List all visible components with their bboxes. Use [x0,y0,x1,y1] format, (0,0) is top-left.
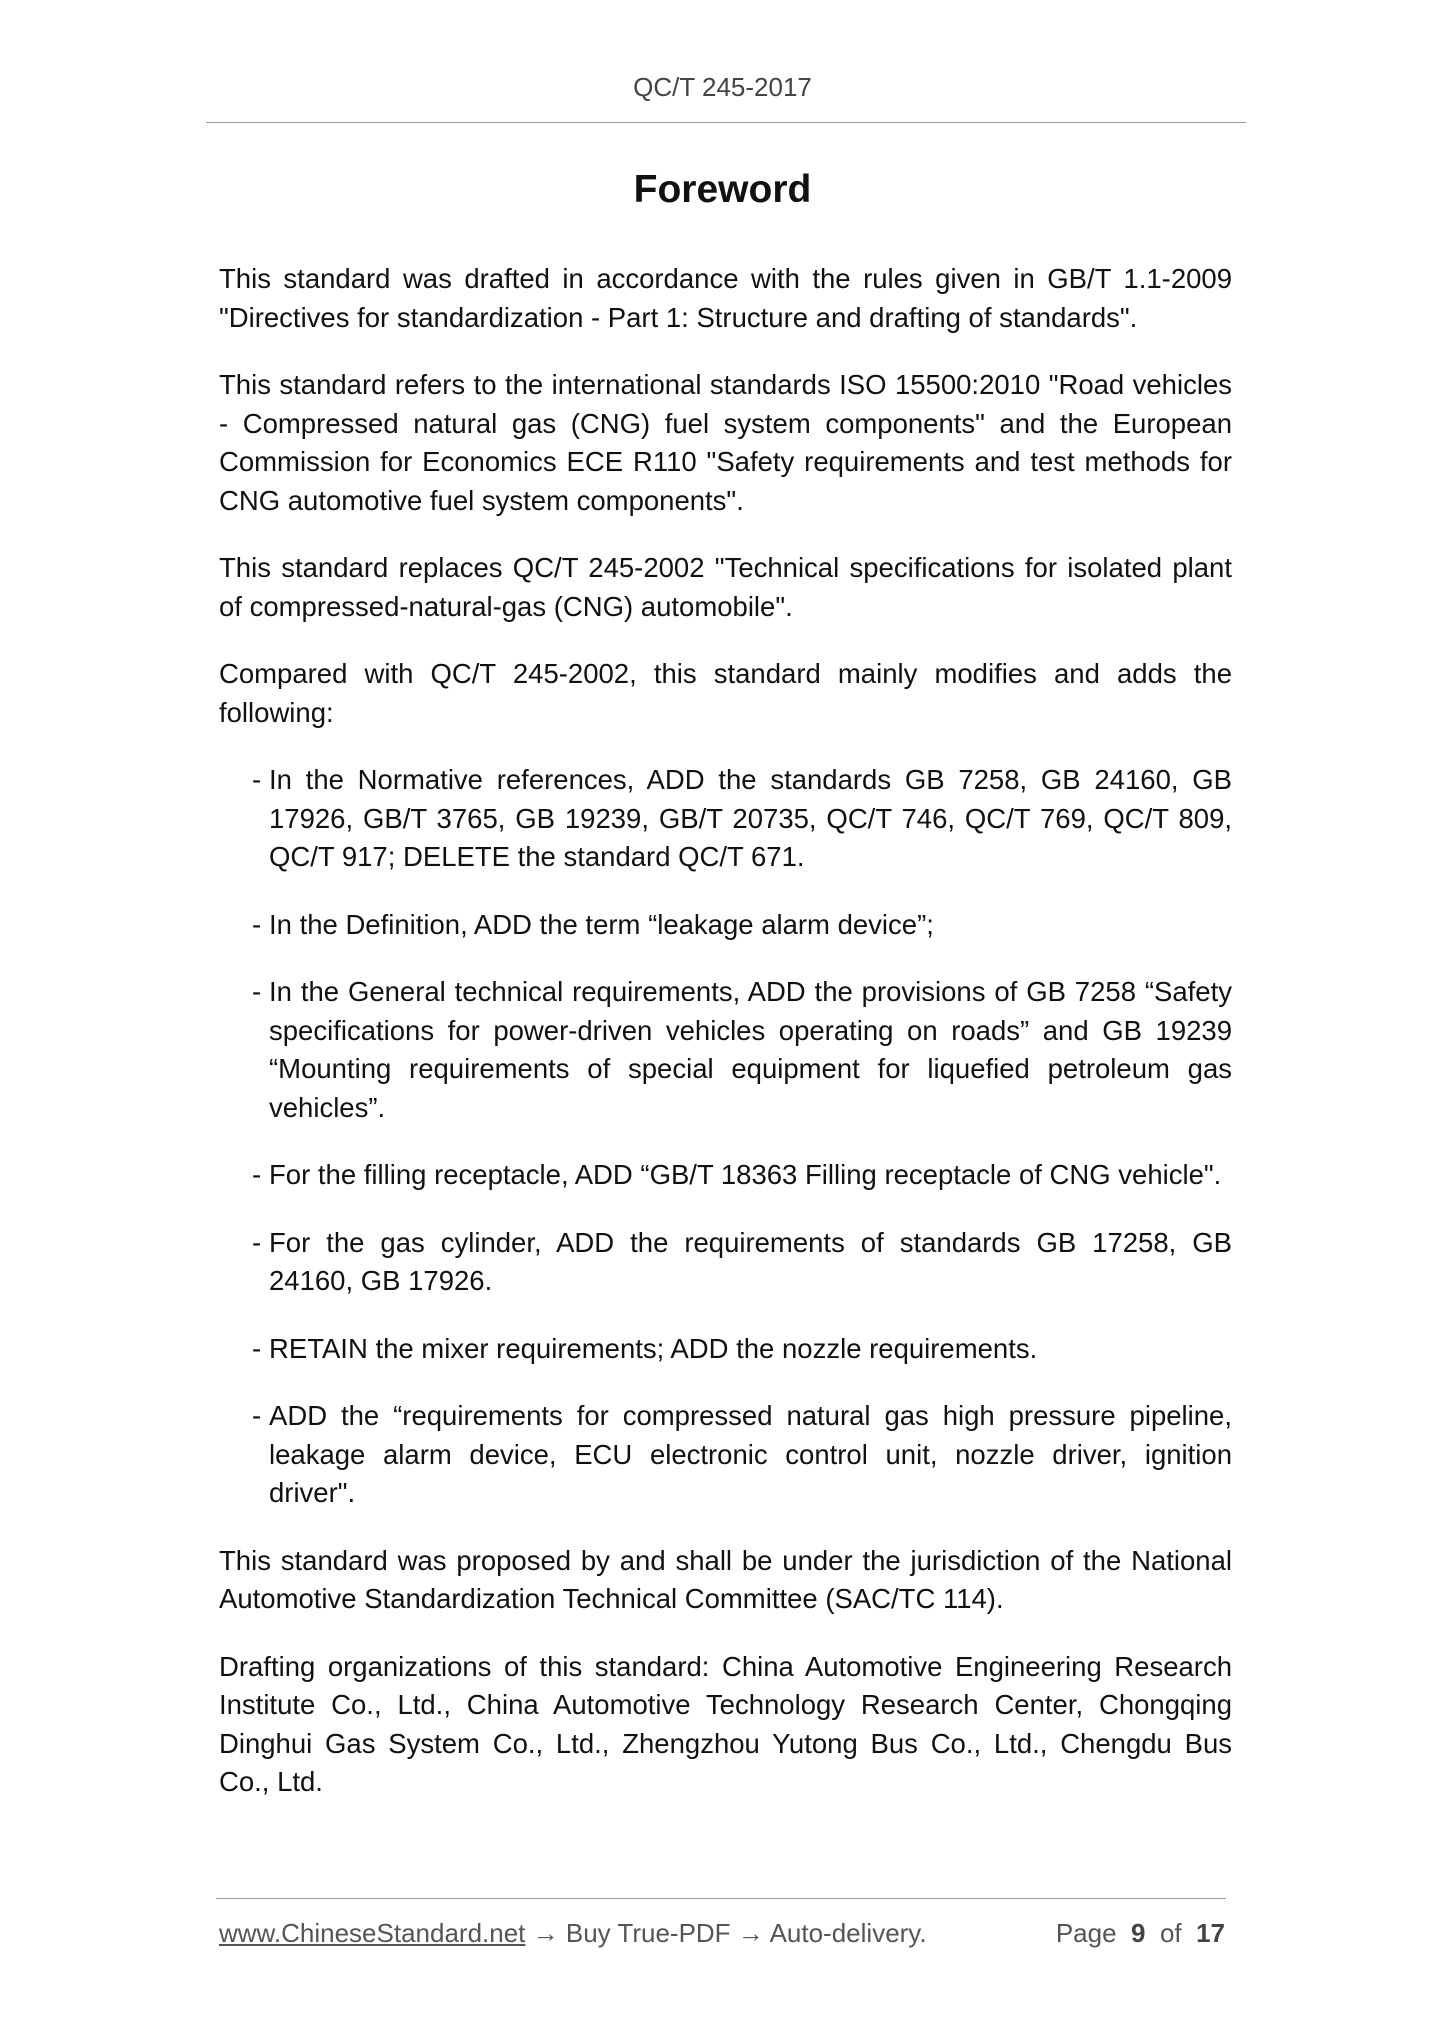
list-dash: - [252,908,262,940]
list-item-text: For the gas cylinder, ADD the requirements of standards GB 17258, GB 24160, GB 17926. [269,1226,1232,1296]
header-divider [206,122,1246,123]
list-dash: - [252,1159,262,1190]
of-label: of [1159,1918,1182,1948]
paragraph-jurisdiction: This standard was proposed by and shall be under the jurisdiction of the National Automotive Standardization Technical Committee (SAC/TC 114). [219,1544,1232,1614]
list-item [252,1224,1232,1301]
paragraph-drafting-organizations: Drafting organizations of this standard: China Automotive Engineering Research Institute Co., Ltd., China Automotive Technology Research Center, Chongqing Dinghui Gas System Co., Ltd., Zhengzhou Yutong Bus Co., Ltd., Chengdu Bus Co., Ltd. [219,1650,1232,1797]
list-item [252,906,1232,945]
list-dash: - [252,764,262,795]
total-pages-number: 17 [1196,1918,1225,1948]
list-item-text: In the Normative references, ADD the standards GB 7258, GB 24160, GB 17926, GB/T 3765, GB 19239, GB/T 20735, QC/T 746, QC/T 769, QC/T 809, QC/T 917; DELETE the standard QC/T 671. [269,764,1232,872]
list-item-text: In the General technical requirements, ADD the provisions of GB 7258 “Safety specifications for power-driven vehicles operating on roads” and GB 19239 “Mounting requirements of special equipment for liquefied petroleum gas vehicles”. [269,976,1232,1123]
paragraph-drafting-rules: This standard was drafted in accordance with the rules given in GB/T 1.1-2009 "Directives for standardization - Part 1: Structure and drafting of standards". [219,263,1232,333]
list-item [252,761,1232,877]
list-dash: - [252,976,262,1007]
list-dash: - [252,1226,262,1258]
footer-tagline: → Buy True-PDF → Auto-delivery. [525,1918,927,1948]
website-link[interactable]: www.ChineseStandard.net [219,1918,526,1948]
changes-list [219,761,1232,1513]
list-item [252,973,1232,1127]
list-item-text: ADD the “requirements for compressed natural gas high pressure pipeline, leakage alarm device, ECU electronic control unit, nozzle driver, ignition driver". [269,1400,1232,1508]
page-title: Foreword [633,168,812,211]
list-item [252,1156,1232,1195]
paragraph-international-references: This standard refers to the international standards ISO 15500:2010 "Road vehicles - Compressed natural gas (CNG) fuel system components" and the European Commission for Economics ECE R110 "Safety requirements and test methods for CNG automotive fuel system components". [219,369,1232,516]
foreword-body [219,260,1232,1802]
paragraph-changes-intro: Compared with QC/T 245-2002, this standard mainly modifies and adds the following: [219,658,1232,728]
list-item-text: In the Definition, ADD the term “leakage alarm device”; [269,908,934,940]
paragraph-replaces: This standard replaces QC/T 245-2002 "Technical specifications for isolated plant of compressed-natural-gas (CNG) automobile". [219,552,1232,622]
footer-promo [219,1918,927,1949]
page-label: Page [1055,1918,1117,1948]
document-code-header: QC/T 245-2017 [633,72,812,102]
list-dash: - [252,1332,262,1364]
list-dash: - [252,1400,262,1431]
list-item [252,1330,1232,1369]
list-item-text: For the filling receptacle, ADD “GB/T 18363 Filling receptacle of CNG vehicle". [269,1159,1222,1190]
footer-divider [216,1898,1226,1899]
list-item [252,1397,1232,1513]
list-item-text: RETAIN the mixer requirements; ADD the nozzle requirements. [269,1332,1038,1364]
page-indicator [1056,1918,1225,1949]
current-page-number: 9 [1131,1918,1146,1948]
